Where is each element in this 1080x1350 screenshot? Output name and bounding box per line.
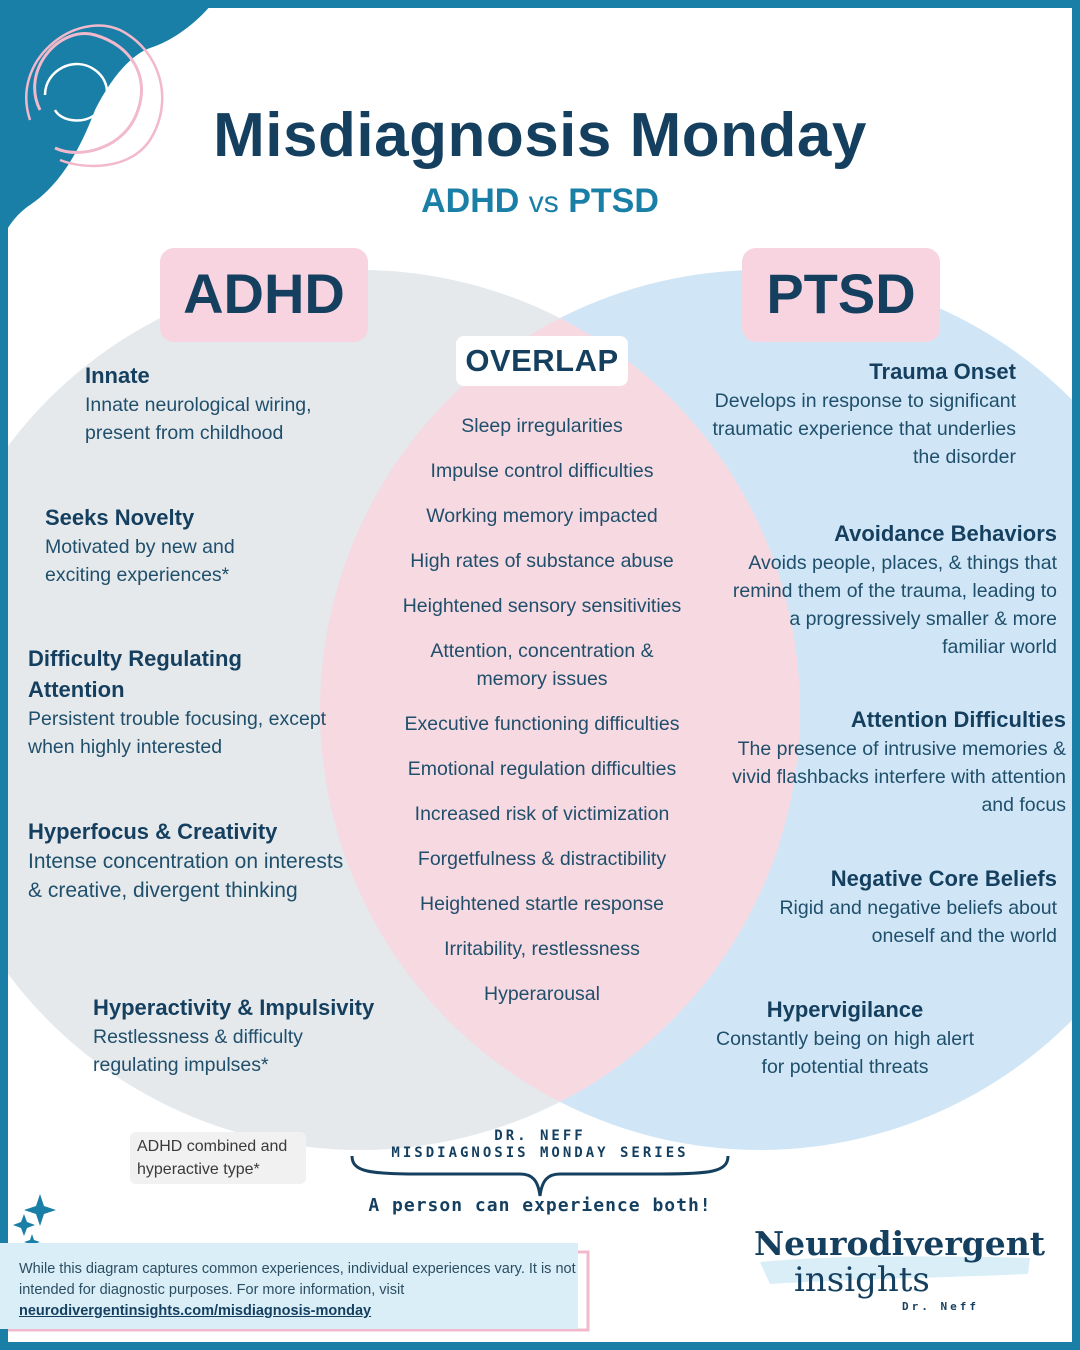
ptsd-label: PTSD bbox=[742, 248, 940, 342]
brand-logo-line3: Dr. Neff bbox=[902, 1300, 979, 1313]
series-name: MISDIAGNOSIS MONDAY SERIES bbox=[391, 1145, 689, 1161]
disclaimer bbox=[0, 1243, 578, 1329]
adhd-item-desc: Innate neurological wiring, present from childhood bbox=[85, 394, 312, 444]
overlap-label: OVERLAP bbox=[456, 336, 628, 386]
overlap-item: Increased risk of victimization bbox=[414, 803, 670, 825]
overlap-item: Impulse control difficulties bbox=[430, 460, 654, 482]
overlap-item: Heightened startle response bbox=[420, 893, 664, 915]
adhd-item bbox=[28, 816, 358, 905]
ptsd-item bbox=[728, 863, 1057, 950]
ptsd-item-title: Hypervigilance bbox=[766, 997, 924, 1022]
ptsd-item-desc: Rigid and negative beliefs about oneself and the world bbox=[779, 897, 1057, 947]
adhd-item bbox=[45, 502, 305, 589]
page-subtitle bbox=[0, 182, 1080, 221]
adhd-item-desc: Persistent trouble focusing, except when highly interested bbox=[28, 708, 327, 758]
adhd-item-desc: Motivated by new and exciting experiences* bbox=[45, 536, 235, 586]
overlap-item: High rates of substance abuse bbox=[410, 550, 674, 572]
adhd-footnote: ADHD combined and hyperactive type* bbox=[130, 1132, 306, 1184]
ptsd-item bbox=[686, 356, 1016, 471]
tagline: A person can experience both! bbox=[368, 1195, 712, 1216]
ptsd-item-title: Trauma Onset bbox=[869, 359, 1016, 384]
brand-logo-line1: Neurodivergent bbox=[754, 1224, 1046, 1263]
overlap-item: Executive functioning difficulties bbox=[404, 713, 680, 735]
ptsd-item-desc: Avoids people, places, & things that remind them of the trauma, leading to a progressively smaller & more familiar world bbox=[732, 552, 1057, 658]
sparkle-icon bbox=[13, 1194, 56, 1250]
adhd-label: ADHD bbox=[160, 248, 368, 342]
ptsd-item-title: Negative Core Beliefs bbox=[830, 866, 1057, 891]
ptsd-item-title: Avoidance Behaviors bbox=[834, 521, 1057, 546]
ptsd-item bbox=[726, 704, 1066, 819]
adhd-item-title: Hyperactivity & Impulsivity bbox=[93, 995, 375, 1020]
ptsd-item-desc: Constantly being on high alert for potential threats bbox=[716, 1028, 975, 1078]
adhd-item bbox=[28, 643, 348, 761]
subtitle-ptsd: PTSD bbox=[568, 182, 659, 220]
disclaimer-link[interactable]: neurodivergentinsights.com/misdiagnosis-monday bbox=[19, 1303, 372, 1319]
overlap-item: Hyperarousal bbox=[484, 983, 600, 1005]
subtitle-vs: vs bbox=[528, 186, 559, 219]
adhd-item-title: Innate bbox=[85, 363, 150, 388]
overlap-item: Attention, concentration & memory issues bbox=[430, 640, 654, 690]
ptsd-item-desc: The presence of intrusive memories & vivid flashbacks interfere with attention and focus bbox=[732, 738, 1066, 816]
disclaimer-text: While this diagram captures common experiences, individual experiences vary. It is not intended for diagnostic purposes. For more information, visit bbox=[19, 1261, 576, 1298]
overlap-item: Emotional regulation difficulties bbox=[407, 758, 677, 780]
adhd-item-title: Hyperfocus & Creativity bbox=[28, 819, 278, 844]
series-author: DR. NEFF bbox=[494, 1128, 586, 1144]
subtitle-adhd: ADHD bbox=[421, 182, 520, 220]
overlap-item: Irritability, restlessness bbox=[444, 938, 640, 960]
adhd-item-title: Seeks Novelty bbox=[45, 505, 195, 530]
page-title: Misdiagnosis Monday bbox=[213, 101, 867, 170]
adhd-item-desc: Restlessness & difficulty regulating impulses* bbox=[93, 1026, 303, 1076]
overlap-item: Heightened sensory sensitivities bbox=[402, 595, 682, 617]
brace-decoration bbox=[352, 1156, 728, 1196]
ptsd-item bbox=[700, 994, 990, 1081]
ptsd-item-title: Attention Difficulties bbox=[850, 707, 1066, 732]
ptsd-item-desc: Develops in response to significant traumatic experience that underlies the disorder bbox=[712, 390, 1016, 468]
brand-logo-line2: insights bbox=[794, 1260, 930, 1300]
adhd-item bbox=[85, 360, 375, 447]
overlap-item: Sleep irregularities bbox=[461, 415, 623, 437]
adhd-item-desc: Intense concentration on interests & creative, divergent thinking bbox=[28, 850, 344, 902]
adhd-item-title: Difficulty Regulating Attention bbox=[28, 646, 242, 702]
ptsd-item bbox=[724, 518, 1057, 661]
overlap-item: Working memory impacted bbox=[426, 505, 658, 527]
overlap-item: Forgetfulness & distractibility bbox=[417, 848, 667, 870]
